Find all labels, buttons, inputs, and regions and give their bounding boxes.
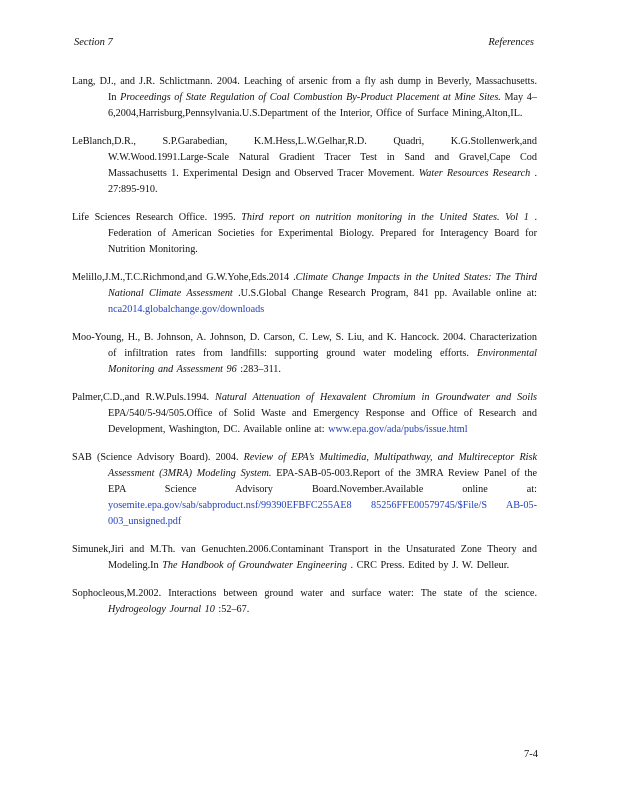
reference-title: Proceedings of State Regulation of Coal Combustion By-Product Placement at Mine Sites. — [120, 92, 501, 103]
reference-title: Hydrogeology Journal 10 — [108, 604, 215, 615]
reference-text: :283–311. — [236, 364, 281, 375]
reference-link[interactable]: www.epa.gov/ada/pubs/issue.html — [328, 424, 468, 435]
reference-title: The Handbook of Groundwater Engineering — [162, 560, 347, 571]
reference-entry — [72, 450, 537, 530]
reference-title: Climate Change Impacts in the United States: The Third National Climate Assessment — [108, 272, 537, 299]
reference-title: Water Resources Research — [418, 168, 531, 179]
page-number: 7-4 — [524, 749, 538, 760]
reference-text: Lang, DJ., and J.R. Schlictmann. 2004. Leaching of arsenic from a fly ash dump in Beverly, Massachusetts. In — [72, 76, 537, 103]
reference-entry — [72, 390, 537, 438]
page-header — [74, 37, 534, 51]
reference-text: Sophocleous,M.2002. Interactions between ground water and surface water: The state of the science. — [72, 588, 537, 599]
reference-text: . Federation of American Societies for Experimental Biology. Prepared for Interagency Board for Nutrition Monitoring. — [108, 212, 537, 255]
reference-title: Environmental Monitoring and Assessment 96 — [108, 348, 537, 375]
reference-link[interactable]: nca2014.globalchange.gov/downloads — [108, 304, 265, 315]
reference-entry — [72, 330, 537, 378]
reference-text: .U.S.Global Change Research Program, 841 pp. Available online at: — [232, 288, 537, 299]
reference-link[interactable]: yosemite.epa.gov/sab/sabproduct.nsf/99390EFBFC255AE8 85256FFE00579745/$File/S AB-05-003_unsigned.pdf — [108, 500, 537, 527]
references-list — [72, 74, 537, 630]
reference-text: :52–67. — [214, 604, 250, 615]
reference-entry — [72, 210, 537, 258]
reference-title: Third report on nutrition monitoring in the United States. Vol 1 — [241, 212, 529, 223]
reference-title: Review of EPA’s Multimedia, Multipathway, and Multireceptor Risk Assessment (3MRA) Modeling System. — [108, 452, 537, 479]
reference-text: LeBlanch,D.R., S.P.Garabedian, K.M.Hess,L.W.Gelhar,R.D. Quadri, K.G.Stollenwerk,and W.W.Wood.1991.Large-Scale Natural Gradient Tracer Test in Sand and Gravel,Cape Cod Massachusetts 1. Experimental Design and Observed Tracer Movement. — [72, 136, 537, 179]
reference-entry — [72, 270, 537, 318]
reference-text: SAB (Science Advisory Board). 2004. — [72, 452, 244, 463]
reference-text: Palmer,C.D.,and R.W.Puls.1994. — [72, 392, 216, 403]
reference-text: . 27:895-910. — [108, 168, 538, 195]
reference-entry — [72, 586, 537, 618]
section-label: Section 7 — [74, 37, 113, 48]
reference-entry — [72, 74, 537, 122]
reference-entry — [72, 134, 537, 198]
reference-text: Simunek,Jiri and M.Th. van Genuchten.2006.Contaminant Transport in the Unsaturated Zone Theory and Modeling.In — [72, 544, 537, 571]
reference-text: May 4–6,2004,Harrisburg,Pennsylvania.U.S.Department of the Interior, Office of Surface Mining,Alton,IL. — [108, 92, 537, 119]
reference-text: . CRC Press. Edited by J. W. Delleur. — [346, 560, 510, 571]
header-title: References — [488, 37, 534, 48]
reference-text: Melillo,J.M.,T.C.Richmond,and G.W.Yohe,Eds.2014 . — [72, 272, 296, 283]
reference-text: EPA-SAB-05-003.Report of the 3MRA Review Panel of the EPA Science Advisory Board.November.Available online at: — [108, 468, 537, 495]
reference-text: Moo-Young, H., B. Johnson, A. Johnson, D. Carson, C. Lew, S. Liu, and K. Hancock. 2004. Characterization of infiltration rates from landfills: supporting ground water modeling efforts. — [72, 332, 537, 359]
reference-title: Natural Attenuation of Hexavalent Chromium in Groundwater and Soils — [215, 392, 537, 403]
reference-text: Life Sciences Research Office. 1995. — [72, 212, 242, 223]
reference-entry — [72, 542, 537, 574]
reference-text: EPA/540/5-94/505.Office of Solid Waste and Emergency Response and Office of Research and Development, Washington, DC. Available online at: — [108, 408, 537, 435]
